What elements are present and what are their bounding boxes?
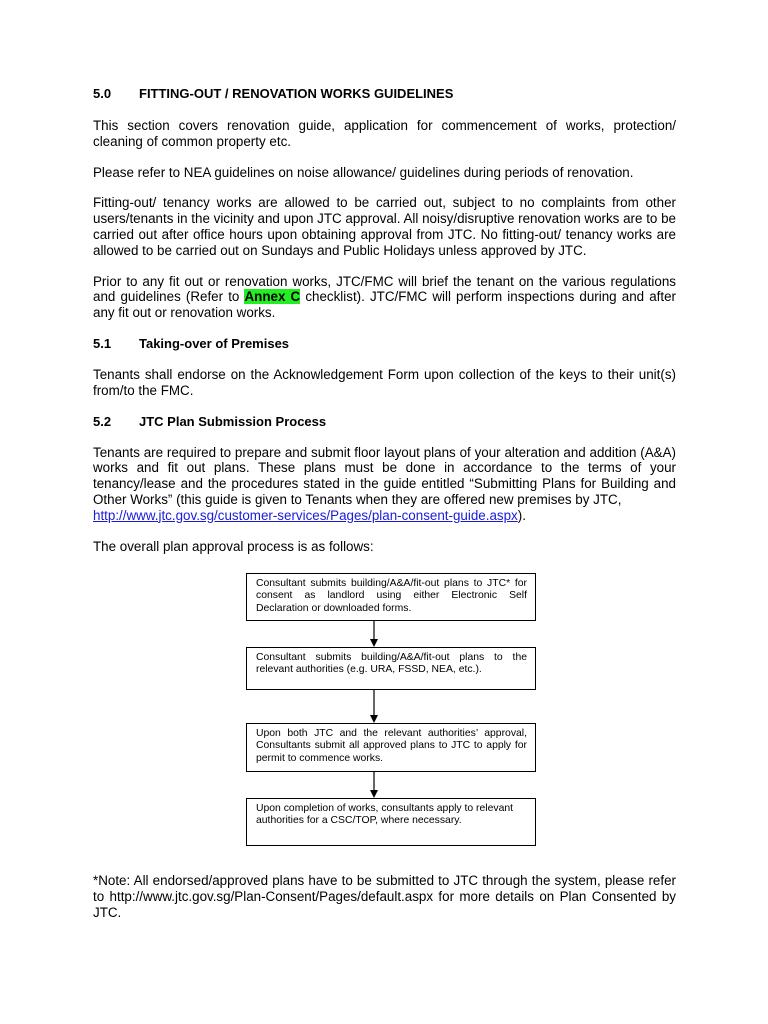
submission-text: Tenants are required to prepare and submit floor layout plans of your alteration and addition (A&A) works and fit out plans. These plans must be done in accordance to the terms of your tenancy/lease and the procedures stated in the guide entitled “Submitting Plans for Building and Other Works” (this guide is given to Tenants when they are offered new premises by JTC,	[93, 444, 676, 507]
section-title: FITTING-OUT / RENOVATION WORKS GUIDELINES	[139, 86, 454, 101]
arrow-3	[370, 772, 378, 798]
section-number: 5.0	[93, 86, 112, 101]
fitting-out-paragraph: Fitting-out/ tenancy works are allowed to be carried out, subject to no complaints from other users/tenants in the vicinity and upon JTC approval. All noisy/disruptive renovation works are to be carried out after office hours upon obtaining approval from JTC. No fitting-out/ tenancy works are allowed to be carried out on Sundays and Public Holidays unless approved by JTC.	[93, 195, 676, 258]
intro-paragraph: This section covers renovation guide, application for commencement of works, protection/ cleaning of common property etc.	[93, 118, 676, 149]
briefing-text-start: Prior to any fit out or renovation works, JTC/FMC will brief the tenant on the various regulations and guidelines (Refer to	[93, 273, 676, 305]
flowchart-step-1: Consultant submits building/A&A/fit-out plans to JTC* for consent as landlord using either Electronic Self Declaration or downloaded forms.	[246, 573, 536, 621]
section-number: 5.2	[93, 413, 112, 429]
flowchart-step-4: Upon completion of works, consultants apply to relevant authorities for a CSC/TOP, where necessary.	[246, 798, 536, 846]
footnote: *Note: All endorsed/approved plans have to be submitted to JTC through the system, please refer to http://www.jtc.gov.sg/Plan-Consent/Pages/default.aspx for more details on Plan Consented by JTC.	[93, 873, 676, 920]
briefing-paragraph	[93, 274, 676, 321]
plan-consent-guide-link[interactable]: http://www.jtc.gov.sg/customer-services/Pages/plan-consent-guide.aspx	[93, 507, 518, 523]
section-title: Taking-over of Premises	[139, 335, 290, 351]
link-suffix: ).	[517, 507, 526, 523]
flowchart-step-2: Consultant submits building/A&A/fit-out plans to the relevant authorities (e.g. URA, FSSD, NEA, etc.).	[246, 647, 536, 690]
document-body	[93, 86, 676, 554]
submission-paragraph	[93, 445, 676, 524]
flowchart-step-3: Upon both JTC and the relevant authorities’ approval, Consultants submit all approved plans to JTC to apply for permit to commence works.	[246, 723, 536, 772]
section-5-2-heading	[93, 414, 676, 430]
takeover-paragraph: Tenants shall endorse on the Acknowledgement Form upon collection of the keys to their unit(s) from/to the FMC.	[93, 366, 676, 398]
section-title: JTC Plan Submission Process	[139, 413, 327, 429]
annex-c-highlight: Annex C	[244, 289, 301, 305]
arrow-2	[370, 690, 378, 723]
approval-process-intro: The overall plan approval process is as follows:	[93, 538, 374, 554]
section-5-0-heading	[93, 86, 676, 102]
section-number: 5.1	[93, 335, 112, 351]
arrow-1	[370, 621, 378, 647]
section-5-1-heading	[93, 336, 676, 352]
nea-paragraph: Please refer to NEA guidelines on noise allowance/ guidelines during periods of renovation.	[93, 164, 634, 180]
briefing-text-end: checklist). JTC/FMC will perform inspections during and after any fit out or renovation works.	[93, 289, 676, 321]
